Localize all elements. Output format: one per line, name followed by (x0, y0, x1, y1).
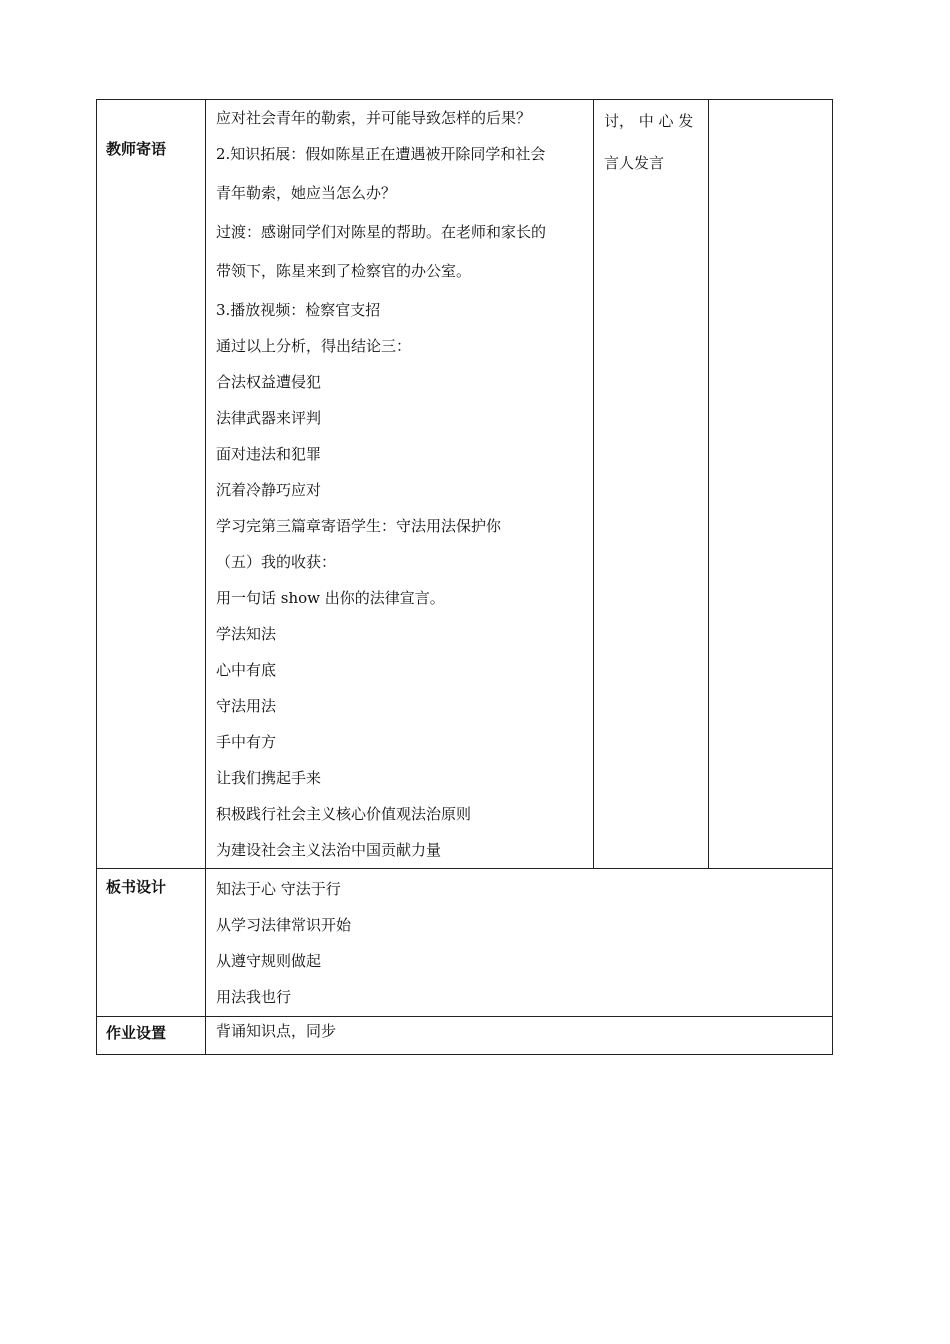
content-line: 从学习法律常识开始 (216, 916, 352, 934)
content-line: 2.知识拓展：假如陈星正在遭遇被开除同学和社会 (216, 145, 546, 163)
content-line: 带领下，陈星来到了检察官的办公室。 (216, 262, 472, 280)
content-cell (206, 869, 833, 1017)
row-label-cell (97, 869, 206, 1017)
row-label: 教师寄语 (106, 140, 167, 158)
content-line: 通过以上分析，得出结论三： (216, 337, 412, 355)
content-line: 3.播放视频：检察官支招 (216, 301, 381, 319)
content-line: 用法我也行 (216, 988, 292, 1006)
content-line: 让我们携起手来 (216, 769, 322, 787)
content-line: 应对社会青年的勒索，并可能导致怎样的后果？ (216, 109, 532, 127)
content-line: 面对违法和犯罪 (216, 445, 322, 463)
content-cell (206, 100, 594, 869)
row-label-cell (97, 100, 206, 869)
row-homework (97, 1017, 833, 1055)
content-line: 学法知法 (216, 625, 277, 643)
student-activity-line: 讨， 中 心 发 (604, 112, 694, 130)
row-board-design (97, 869, 833, 1017)
content-line: 从遵守规则做起 (216, 952, 322, 970)
content-line: 合法权益遭侵犯 (216, 373, 322, 391)
content-line: 用一句话 show 出你的法律宣言。 (216, 589, 445, 607)
content-line: 守法用法 (216, 697, 277, 715)
content-line: 知法于心 守法于行 (216, 880, 341, 898)
student-activity-cell (594, 100, 709, 869)
content-line: 青年勒索，她应当怎么办？ (216, 184, 397, 202)
content-line: 学习完第三篇章寄语学生：守法用法保护你 (216, 517, 502, 535)
content-line: 过渡：感谢同学们对陈星的帮助。在老师和家长的 (216, 223, 547, 241)
content-line: 心中有底 (216, 661, 277, 679)
content-line: （五）我的收获： (216, 553, 337, 571)
content-line: 沉着冷静巧应对 (216, 481, 322, 499)
row-label-cell (97, 1017, 206, 1055)
row-label: 作业设置 (106, 1024, 167, 1042)
notes-cell (709, 100, 833, 869)
content-line: 法律武器来评判 (216, 409, 322, 427)
content-line: 为建设社会主义法治中国贡献力量 (216, 841, 442, 859)
content-line: 积极践行社会主义核心价值观法治原则 (216, 805, 472, 823)
content-line: 背诵知识点，同步 (216, 1022, 337, 1040)
row-label: 板书设计 (106, 878, 167, 896)
content-cell (206, 1017, 833, 1055)
lesson-plan-table (96, 99, 833, 1055)
content-line: 手中有方 (216, 733, 277, 751)
student-activity-line: 言人发言 (604, 154, 665, 172)
row-teacher-message (97, 100, 833, 869)
